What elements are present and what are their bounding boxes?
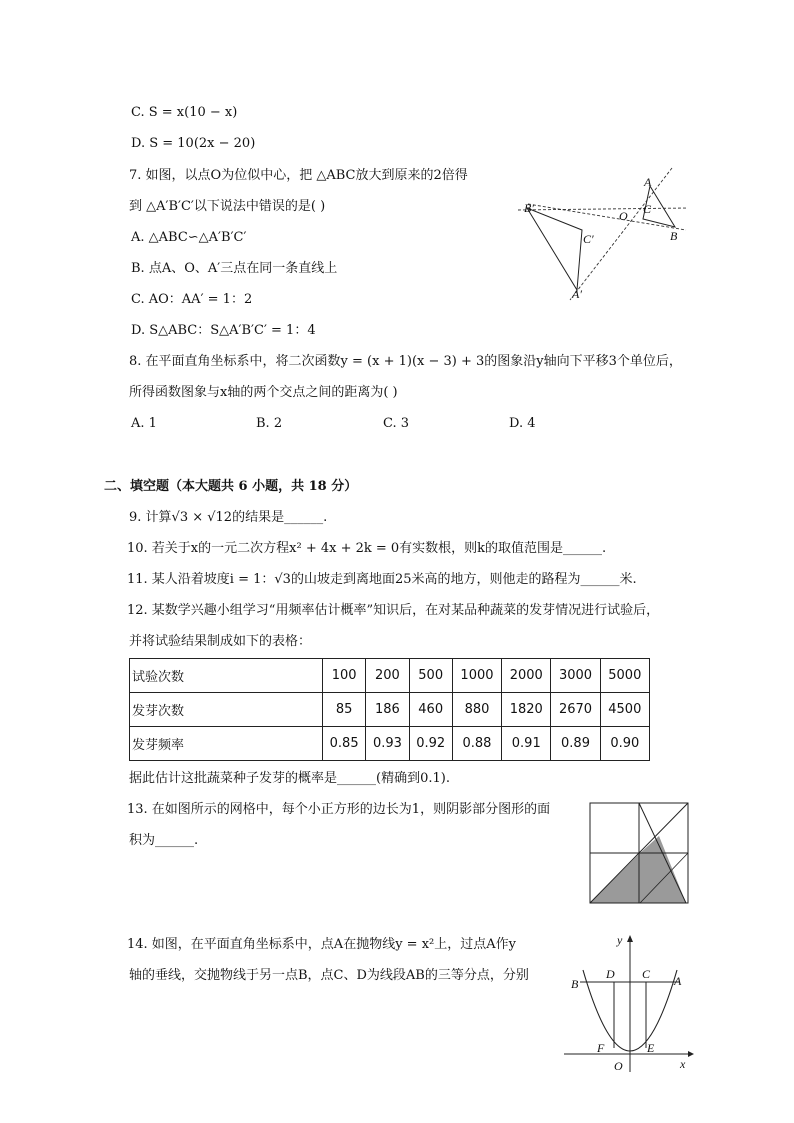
q8-option-c: C. 3	[383, 416, 410, 431]
frequency-table	[129, 658, 650, 761]
q12-stem-line2: 并将试验结果制成如下的表格：	[129, 634, 312, 649]
label-f: F	[597, 1041, 605, 1055]
label-b: B	[571, 977, 579, 991]
label-c: C	[643, 202, 652, 216]
label-x: x	[680, 1057, 686, 1071]
table-cell: 0.90	[600, 727, 649, 761]
label-c-prime: C′	[583, 232, 594, 246]
label-b-prime: B′	[524, 201, 534, 215]
q7-option-d: D. S△ABC：S△A′B′C′ = 1：4	[131, 323, 316, 338]
table-cell: 1820	[502, 693, 551, 727]
q12-stem-line1: 12. 某数学兴趣小组学习“用频率估计概率”知识后，在对某品种蔬菜的发芽情况进行试验后，	[127, 603, 660, 618]
section-heading: 二、填空题（本大题共 6 小题，共 18 分）	[104, 479, 358, 494]
table-row	[130, 693, 650, 727]
table-cell: 2670	[551, 693, 600, 727]
q8-option-d: D. 4	[509, 416, 536, 431]
label-o: O	[619, 209, 628, 223]
q9-text: 9. 计算√3 × √12的结果是______.	[129, 510, 328, 525]
q7-option-b: B. 点A、O、A′三点在同一条直线上	[131, 261, 338, 276]
label-y: y	[617, 933, 623, 947]
table-cell: 0.92	[409, 727, 452, 761]
label-d: D	[606, 967, 615, 981]
q8-stem-line2: 所得函数图象与x轴的两个交点之间的距离为( )	[129, 385, 398, 400]
table-cell: 186	[366, 693, 409, 727]
table-cell: 500	[409, 659, 452, 693]
q11-text: 11. 某人沿着坡度i = 1：√3的山坡走到离地面25米高的地方，则他走的路程为______米.	[127, 572, 637, 587]
table-cell: 0.93	[366, 727, 409, 761]
q8-option-a: A. 1	[131, 416, 157, 431]
table-cell: 4500	[600, 693, 649, 727]
q7-stem-line1: 7. 如图，以点O为位似中心，把 △ABC放大到原来的2倍得	[129, 168, 468, 183]
q8-stem-line1: 8. 在平面直角坐标系中，将二次函数y = (x + 1)(x − 3) + 3的图象沿y轴向下平移3个单位后，	[129, 354, 682, 369]
q13-grid-figure	[589, 802, 691, 906]
q8-option-b: B. 2	[256, 416, 283, 431]
q10-text: 10. 若关于x的一元二次方程x² + 4x + 2k = 0有实数根，则k的取值范围是______.	[127, 541, 607, 556]
table-cell: 85	[323, 693, 366, 727]
table-cell: 0.88	[452, 727, 501, 761]
q12-after: 据此估计这批蔬菜种子发芽的概率是______(精确到0.1).	[129, 771, 450, 786]
table-cell: 1000	[452, 659, 501, 693]
q13-stem-line1: 13. 在如图所示的网格中，每个小正方形的边长为1，则阴影部分图形的面	[127, 802, 551, 817]
row-label: 发芽次数	[130, 693, 323, 727]
label-a: A	[674, 974, 682, 988]
table-row	[130, 727, 650, 761]
table-cell: 3000	[551, 659, 600, 693]
q13-stem-line2: 积为______.	[129, 833, 199, 848]
table-cell: 0.89	[551, 727, 600, 761]
label-e: E	[647, 1041, 655, 1055]
table-cell: 2000	[502, 659, 551, 693]
q7-homothety-figure	[510, 160, 700, 305]
label-c: C	[642, 967, 651, 981]
table-cell: 460	[409, 693, 452, 727]
option-d-prev: D. S = 10(2x − 20)	[131, 136, 256, 151]
q14-stem-line2: 轴的垂线，交抛物线于另一点B，点C、D为线段AB的三等分点，分别	[129, 968, 529, 983]
table-cell: 5000	[600, 659, 649, 693]
table-cell: 0.85	[323, 727, 366, 761]
table-cell: 880	[452, 693, 501, 727]
q7-option-c: C. AO：AA′ = 1：2	[131, 292, 253, 307]
label-o: O	[614, 1059, 623, 1073]
table-cell: 0.91	[502, 727, 551, 761]
table-row	[130, 659, 650, 693]
table-cell: 100	[323, 659, 366, 693]
table-cell: 200	[366, 659, 409, 693]
label-b: B	[670, 229, 678, 243]
label-a-prime: A′	[572, 287, 582, 301]
q7-option-a: A. △ABC∽△A′B′C′	[131, 230, 247, 245]
row-label: 试验次数	[130, 659, 323, 693]
q14-stem-line1: 14. 如图，在平面直角坐标系中，点A在抛物线y = x²上，过点A作y	[127, 937, 516, 952]
q7-stem-line2: 到 △A′B′C′以下说法中错误的是( )	[129, 199, 326, 214]
label-a: A	[644, 175, 652, 189]
option-c-prev: C. S = x(10 − x)	[131, 105, 238, 120]
row-label: 发芽频率	[130, 727, 323, 761]
q14-parabola-figure	[560, 932, 700, 1074]
